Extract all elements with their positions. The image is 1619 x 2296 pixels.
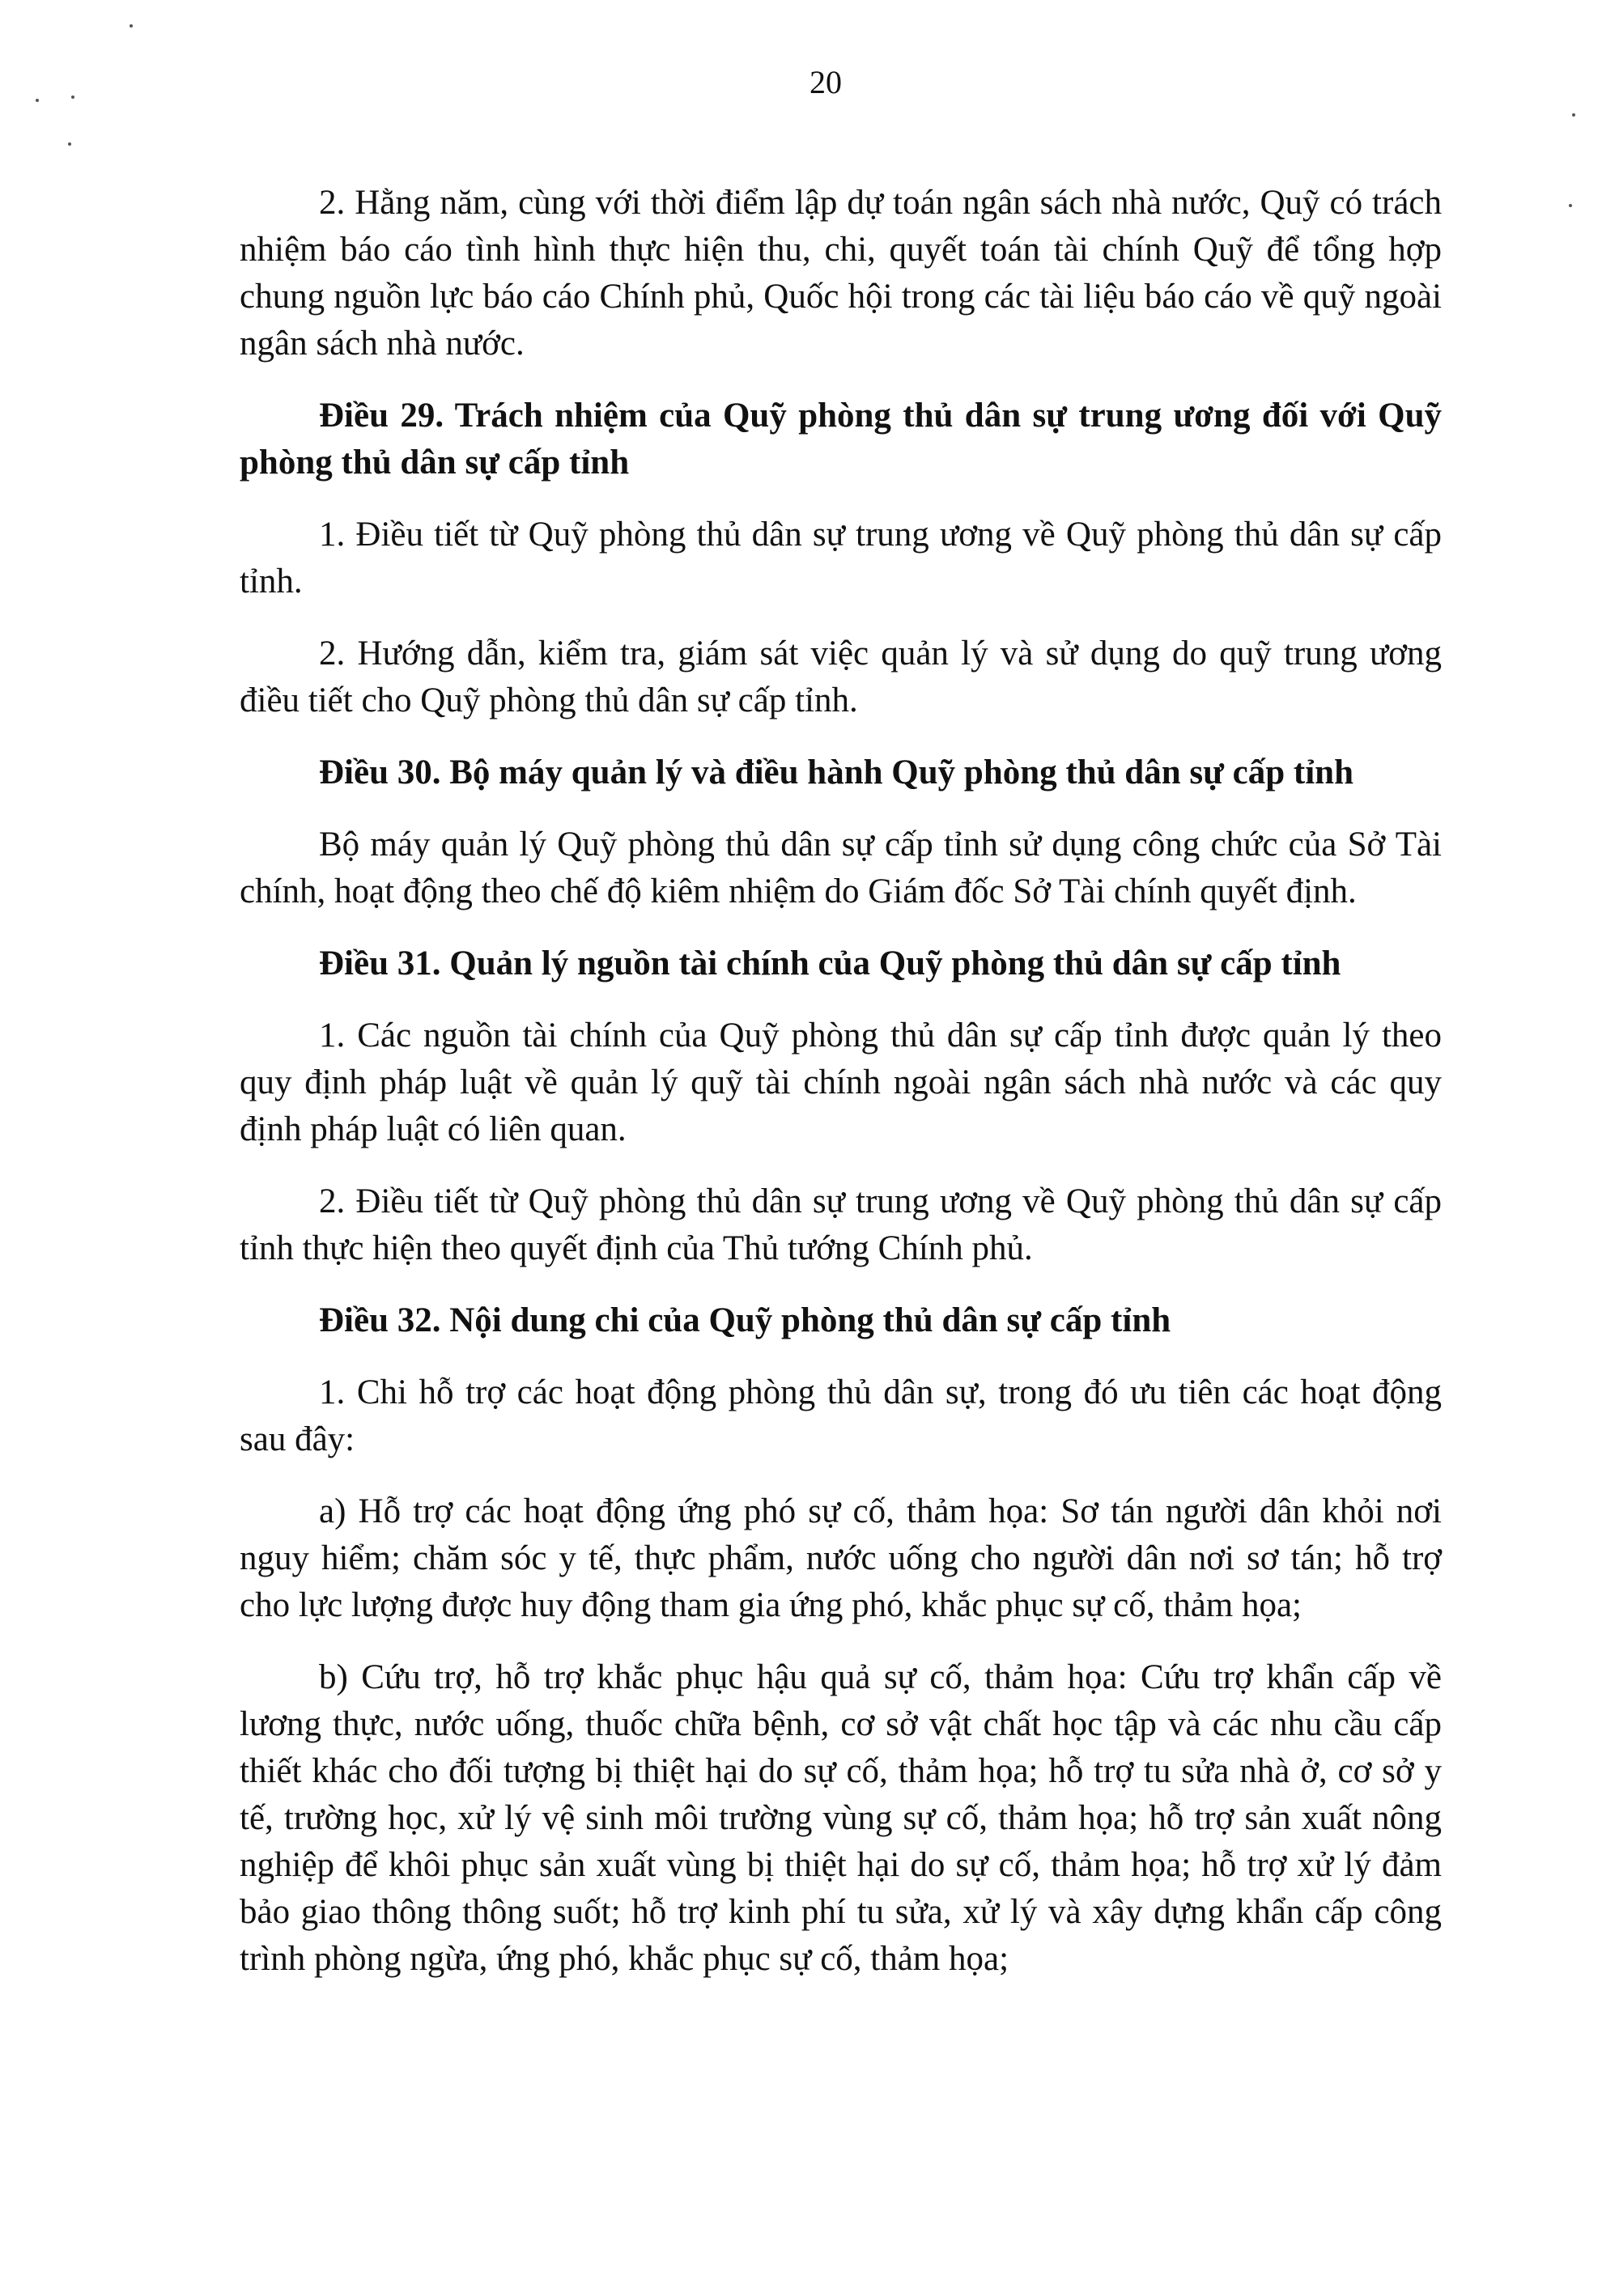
article-30-body: Bộ máy quản lý Quỹ phòng thủ dân sự cấp tỉnh sử dụng công chức của Sở Tài chính, hoạt động theo chế độ kiêm nhiệm do Giám đốc Sở Tài chính quyết định. — [240, 825, 1442, 910]
article-31-item-2: 2. Điều tiết từ Quỹ phòng thủ dân sự trung ương về Quỹ phòng thủ dân sự cấp tỉnh thực hiện theo quyết định của Thủ tướng Chính phủ. — [240, 1182, 1442, 1267]
article-29-item-2: 2. Hướng dẫn, kiểm tra, giám sát việc quản lý và sử dụng do quỹ trung ương điều tiết cho Quỹ phòng thủ dân sự cấp tỉnh. — [240, 634, 1442, 719]
article-32-item-1b: b) Cứu trợ, hỗ trợ khắc phục hậu quả sự cố, thảm họa: Cứu trợ khẩn cấp về lương thực, nước uống, thuốc chữa bệnh, cơ sở vật chất học tập và các nhu cầu cấp thiết khác cho đối tượng bị thiệt hại do sự cố, thảm họa; hỗ trợ tu sửa nhà ở, cơ sở y tế, trường học, xử lý vệ sinh môi trường vùng sự cố, thảm họa; hỗ trợ sản xuất nông nghiệp để khôi phục sản xuất vùng bị thiệt hại do sự cố, thảm họa; hỗ trợ xử lý đảm bảo giao thông thông suốt; hỗ trợ kinh phí tu sửa, xử lý và xây dựng khẩn cấp công trình phòng ngừa, ứng phó, khắc phục sự cố, thảm họa; — [240, 1658, 1442, 1978]
scan-speck — [68, 142, 71, 146]
scan-speck — [130, 24, 133, 28]
article-31-item-1: 1. Các nguồn tài chính của Quỹ phòng thủ dân sự cấp tỉnh được quản lý theo quy định pháp luật về quản lý quỹ tài chính ngoài ngân sách nhà nước và các quy định pháp luật có liên quan. — [240, 1016, 1442, 1148]
article-32-heading: Điều 32. Nội dung chi của Quỹ phòng thủ dân sự cấp tỉnh — [319, 1301, 1171, 1339]
document-body — [240, 180, 1442, 2008]
article-29-heading: Điều 29. Trách nhiệm của Quỹ phòng thủ dân sự trung ương đối với Quỹ phòng thủ dân sự cấp tỉnh — [240, 397, 1442, 482]
scan-speck — [1572, 113, 1575, 117]
article-32-item-1: 1. Chi hỗ trợ các hoạt động phòng thủ dân sự, trong đó ưu tiên các hoạt động sau đây: — [240, 1373, 1442, 1458]
article-29-item-1: 1. Điều tiết từ Quỹ phòng thủ dân sự trung ương về Quỹ phòng thủ dân sự cấp tỉnh. — [240, 516, 1442, 601]
scan-speck — [1569, 204, 1572, 207]
paragraph-quy-reporting: 2. Hằng năm, cùng với thời điểm lập dự toán ngân sách nhà nước, Quỹ có trách nhiệm báo cáo tình hình thực hiện thu, chi, quyết toán tài chính Quỹ để tổng hợp chung nguồn lực báo cáo Chính phủ, Quốc hội trong các tài liệu báo cáo về quỹ ngoài ngân sách nhà nước. — [240, 184, 1442, 363]
article-30-heading: Điều 30. Bộ máy quản lý và điều hành Quỹ phòng thủ dân sự cấp tỉnh — [319, 753, 1354, 792]
article-32-item-1a: a) Hỗ trợ các hoạt động ứng phó sự cố, thảm họa: Sơ tán người dân khỏi nơi nguy hiểm; chăm sóc y tế, thực phẩm, nước uống cho người dân nơi sơ tán; hỗ trợ cho lực lượng được huy động tham gia ứng phó, khắc phục sự cố, thảm họa; — [240, 1492, 1442, 1624]
article-31-heading: Điều 31. Quản lý nguồn tài chính của Quỹ phòng thủ dân sự cấp tỉnh — [319, 944, 1341, 982]
page-number: 20 — [810, 64, 842, 100]
